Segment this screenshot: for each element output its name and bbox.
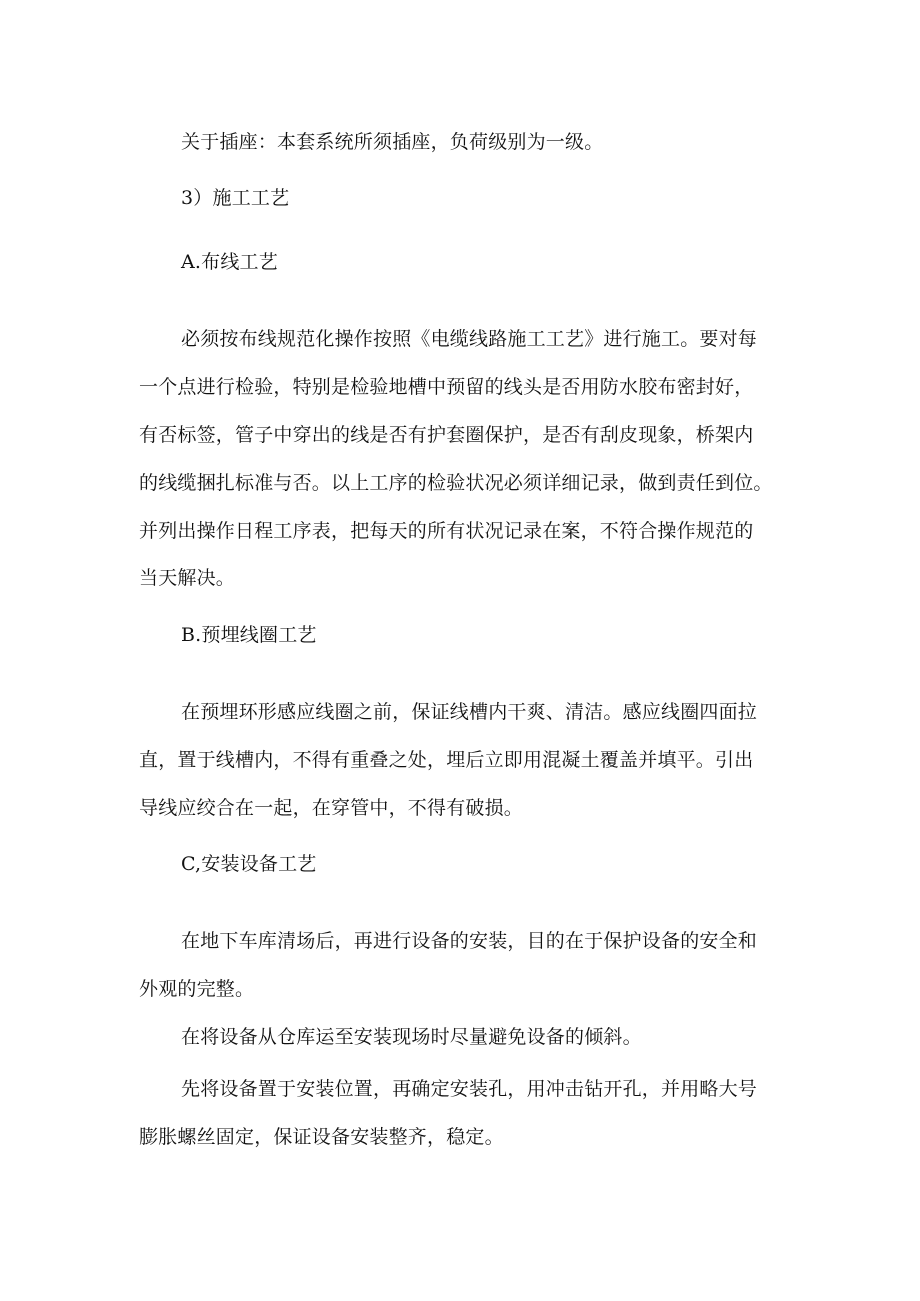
- paragraph-line: 在预埋环形感应线圈之前，保证线槽内干爽、清洁。感应线圈四面拉: [181, 701, 758, 723]
- section-title: 3）施工工艺: [181, 187, 290, 209]
- paragraph-line: 导线应绞合在一起，在穿管中，不得有破损。: [139, 797, 524, 819]
- heading-coil: B.预埋线圈工艺: [181, 624, 317, 646]
- paragraph-equipment-2: 在将设备从仓库运至安装现场时尽量避免设备的倾斜。: [181, 1026, 642, 1048]
- paragraph-line: 在地下车库清场后，再进行设备的安装，目的在于保护设备的安全和: [181, 930, 758, 952]
- paragraph-line: 一个点进行检验，特别是检验地槽中预留的线头是否用防水胶布密封好，: [139, 376, 754, 398]
- paragraph-line: 膨胀螺丝固定，保证设备安装整齐，稳定。: [139, 1126, 504, 1148]
- paragraph-line: 必须按布线规范化操作按照《电缆线路施工工艺》进行施工。要对每: [181, 328, 758, 350]
- paragraph-line: 先将设备置于安装位置，再确定安装孔，用冲击钻开孔，并用略大号: [181, 1078, 758, 1100]
- heading-wiring: A.布线工艺: [181, 251, 278, 273]
- paragraph-line: 当天解决。: [139, 567, 236, 589]
- heading-equipment: C,安装设备工艺: [181, 853, 317, 875]
- socket-note: 关于插座：本套系统所须插座，负荷级别为一级。: [181, 131, 604, 153]
- paragraph-line: 有否标签，管子中穿出的线是否有护套圈保护，是否有刮皮现象，桥架内: [139, 424, 754, 446]
- paragraph-line: 外观的完整。: [139, 978, 255, 1000]
- paragraph-line: 并列出操作日程工序表，把每天的所有状况记录在案，不符合操作规范的: [139, 520, 754, 542]
- paragraph-line: 的线缆捆扎标准与否。以上工序的检验状况必须详细记录，做到责任到位。: [139, 472, 773, 494]
- paragraph-line: 直，置于线槽内，不得有重叠之处，埋后立即用混凝土覆盖并填平。引出: [139, 749, 754, 771]
